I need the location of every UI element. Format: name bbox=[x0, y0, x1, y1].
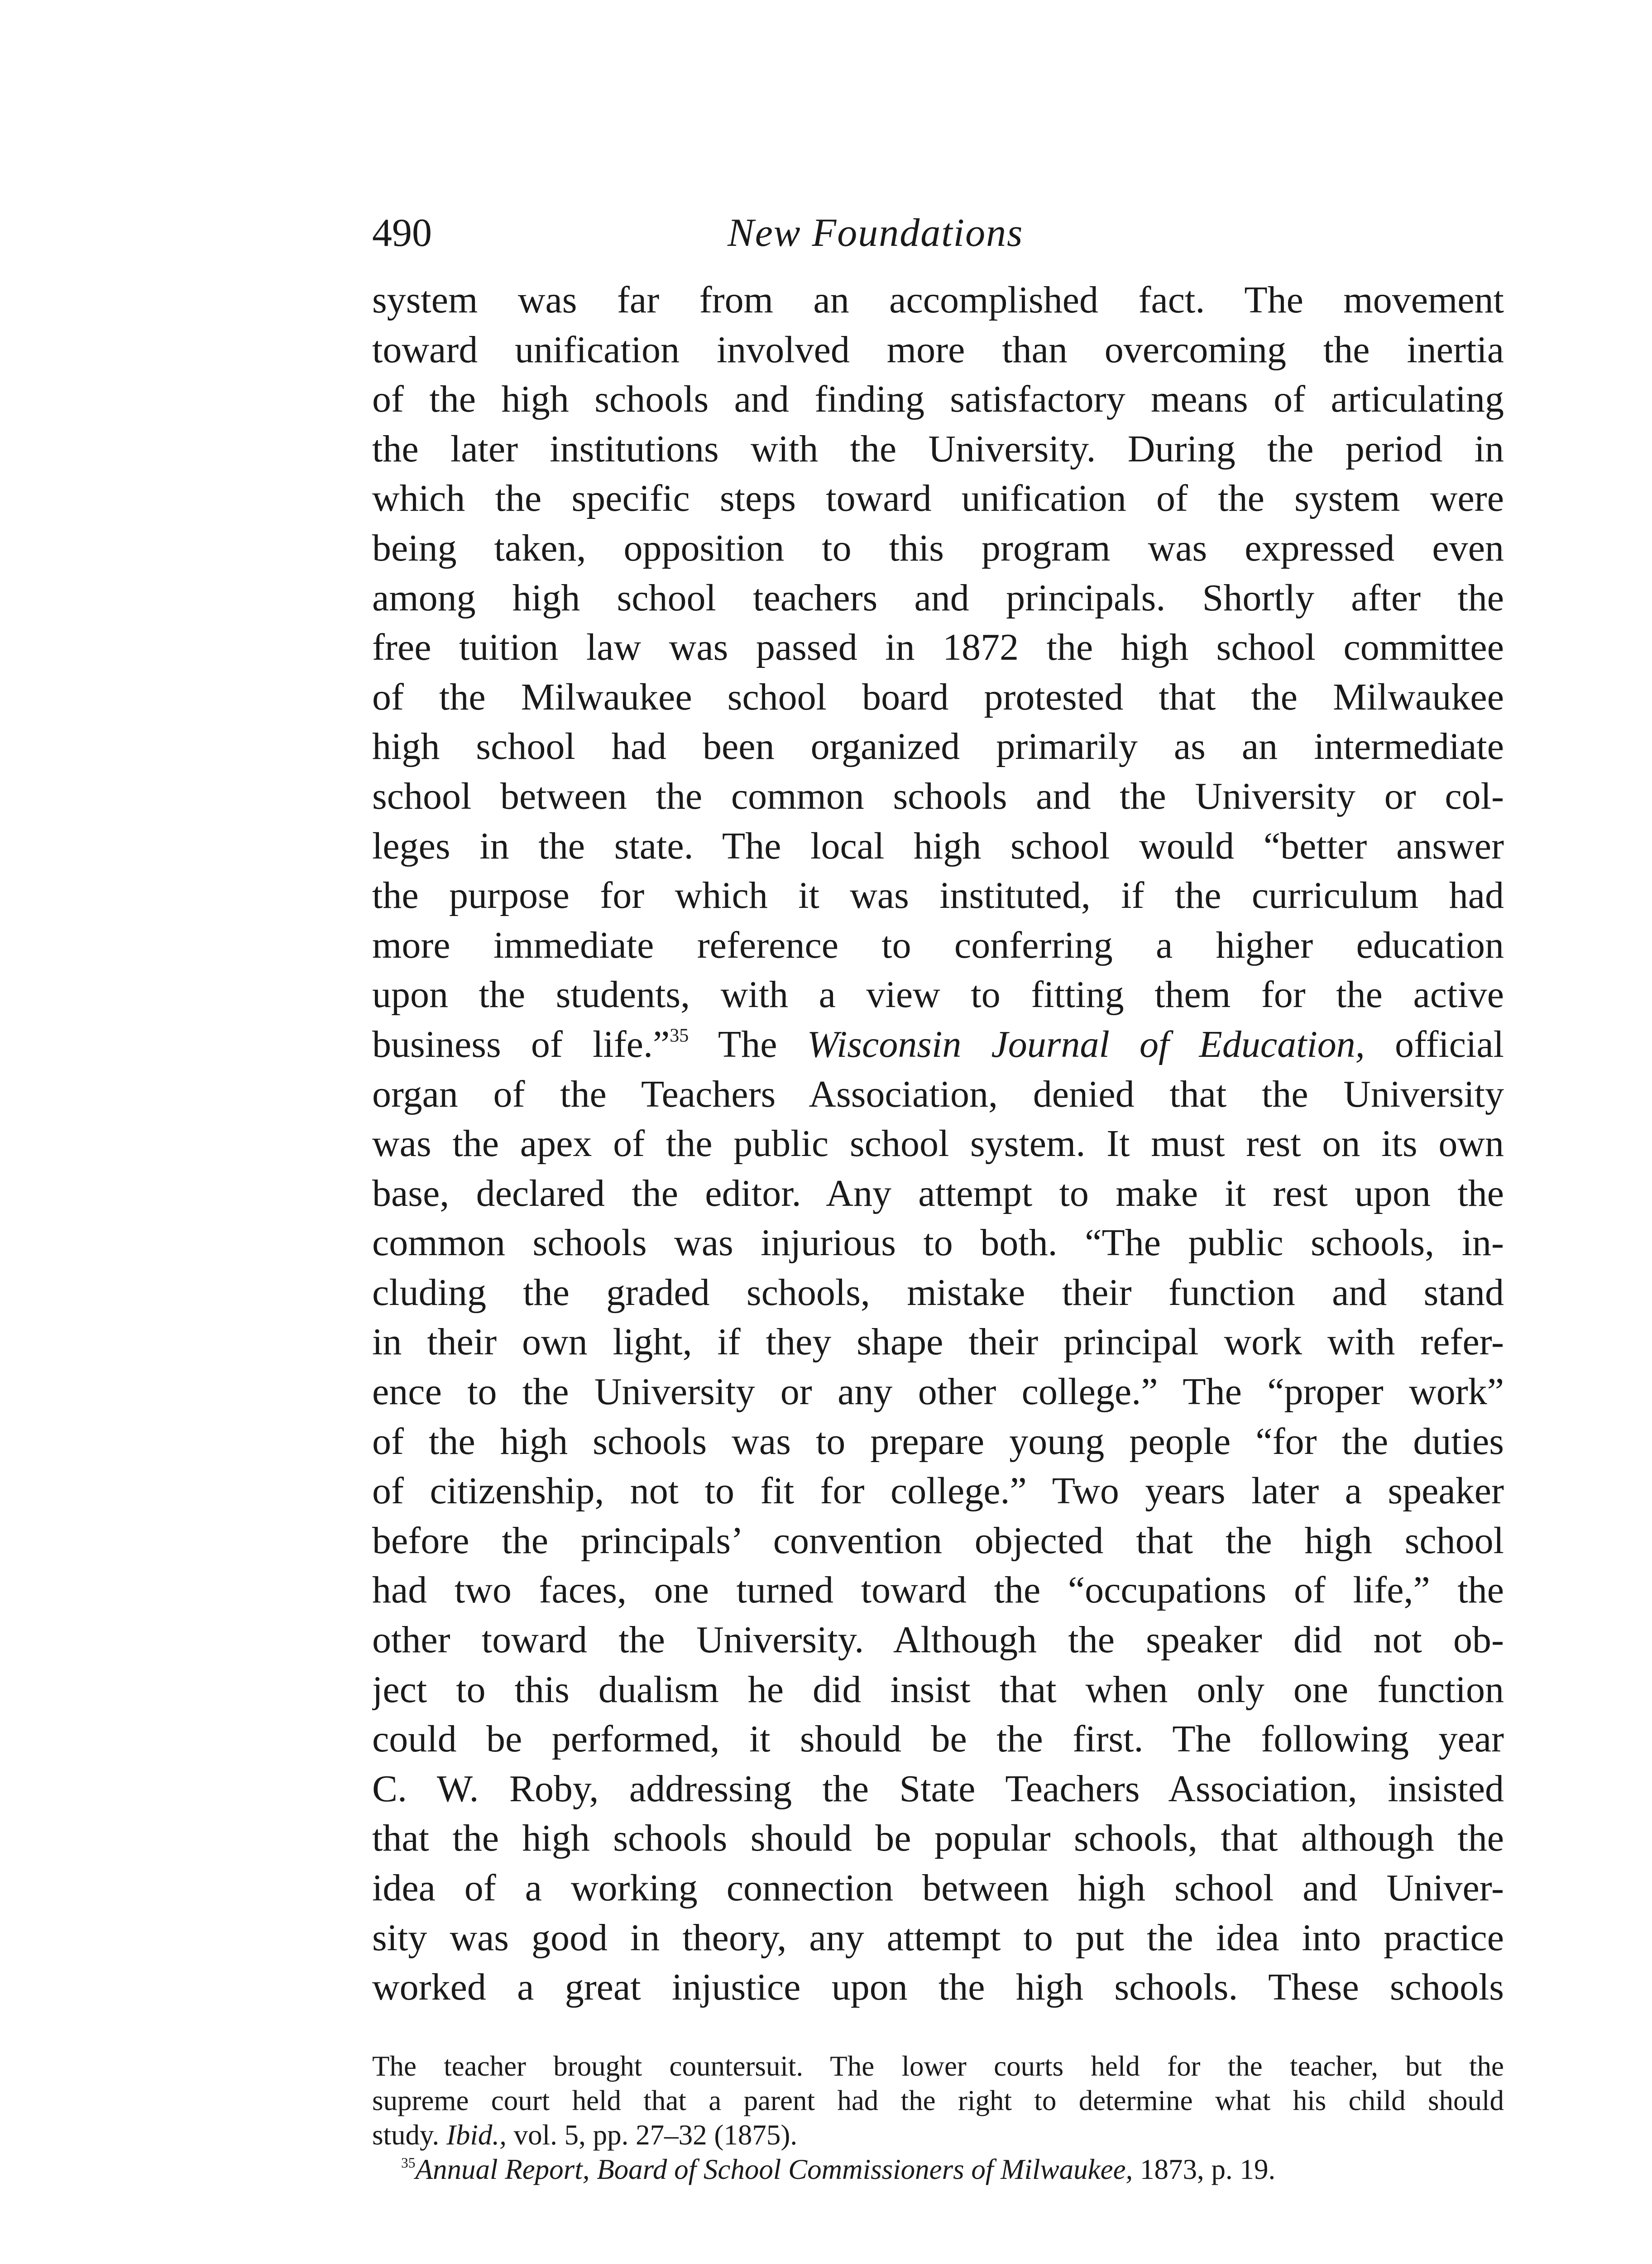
footnotes bbox=[372, 2049, 1504, 2187]
text-line: among high school teachers and principals. Shortly after the bbox=[372, 576, 1504, 619]
text-line: which the specific steps toward unification of the system were bbox=[372, 477, 1504, 520]
text-line: ence to the University or any other college.” The “proper work” bbox=[372, 1371, 1504, 1413]
report-title: Annual Report, Board of School Commissioners of Milwaukee, bbox=[415, 2154, 1133, 2185]
ibid-citation: Ibid., bbox=[446, 2119, 507, 2151]
footnote-line: The teacher brought countersuit. The lower courts held for the teacher, but the bbox=[372, 2050, 1504, 2082]
text-line: that the high schools should be popular schools, that although the bbox=[372, 1817, 1504, 1860]
text-line: sity was good in theory, any attempt to put the idea into practice bbox=[372, 1916, 1504, 1959]
text-line: base, declared the editor. Any attempt to make it rest upon the bbox=[372, 1172, 1504, 1214]
text-line: other toward the University. Although the speaker did not ob- bbox=[372, 1619, 1504, 1661]
text-line: the purpose for which it was instituted, if the curriculum had bbox=[372, 874, 1504, 917]
text-line: business of life.”$^{35}$ The Wisconsin Journal of Education, official bbox=[372, 1023, 1504, 1065]
text-line: C. W. Roby, addressing the State Teachers Association, insisted bbox=[372, 1767, 1504, 1810]
text-line: cluding the graded schools, mistake their function and stand bbox=[372, 1271, 1504, 1314]
running-head: New Foundations bbox=[728, 211, 1024, 255]
text-line: in their own light, if they shape their principal work with refer- bbox=[372, 1321, 1504, 1363]
text-line: common schools was injurious to both. “The public schools, in- bbox=[372, 1222, 1504, 1264]
text-line: of the high schools and finding satisfactory means of articulating bbox=[372, 378, 1504, 421]
text-line: the later institutions with the University. During the period in bbox=[372, 427, 1504, 470]
text-line: of the Milwaukee school board protested that the Milwaukee bbox=[372, 676, 1504, 718]
text-line: worked a great injustice upon the high schools. These schools bbox=[372, 1966, 1504, 2009]
page-number: 490 bbox=[372, 211, 432, 255]
text-line: before the principals’ convention objected that the high school bbox=[372, 1519, 1504, 1562]
text-line: idea of a working connection between high school and Univer- bbox=[372, 1867, 1504, 1909]
journal-title: Wisconsin Journal of Education, bbox=[807, 1023, 1365, 1065]
text-line: leges in the state. The local high school would “better answer bbox=[372, 825, 1504, 867]
text-line: had two faces, one turned toward the “occupations of life,” the bbox=[372, 1569, 1504, 1612]
text-line: high school had been organized primarily as an intermediate bbox=[372, 725, 1504, 768]
text-line: toward unification involved more than overcoming the inertia bbox=[372, 328, 1504, 371]
text-line: upon the students, with a view to fitting them for the active bbox=[372, 974, 1504, 1016]
footnote-35: $^{35}$Annual Report, Board of School Commissioners of Milwaukee, 1873, p. 19. bbox=[401, 2154, 1276, 2185]
text-line: system was far from an accomplished fact. The movement bbox=[372, 279, 1504, 321]
text-line: school between the common schools and the University or col- bbox=[372, 775, 1504, 817]
footnote-ref-35: 35 bbox=[670, 1025, 689, 1046]
text-line: more immediate reference to conferring a higher education bbox=[372, 924, 1504, 966]
text-line: ject to this dualism he did insist that when only one function bbox=[372, 1668, 1504, 1711]
text-line: was the apex of the public school system. It must rest on its own bbox=[372, 1122, 1504, 1165]
text-line: organ of the Teachers Association, denied that the University bbox=[372, 1073, 1504, 1115]
footnote-marker-35: 35 bbox=[401, 2154, 416, 2171]
body-text bbox=[372, 275, 1504, 2012]
text-line: of citizenship, not to fit for college.” Two years later a speaker bbox=[372, 1470, 1504, 1512]
footnote-line: study. Ibid., vol. 5, pp. 27–32 (1875). bbox=[372, 2119, 798, 2151]
footnote-line: supreme court held that a parent had the right to determine what his child should bbox=[372, 2085, 1504, 2116]
text-line: of the high schools was to prepare young people “for the duties bbox=[372, 1420, 1504, 1463]
text-line: could be performed, it should be the first. The following year bbox=[372, 1718, 1504, 1760]
page-header bbox=[372, 199, 1504, 267]
text-line: being taken, opposition to this program was expressed even bbox=[372, 527, 1504, 569]
text-line: free tuition law was passed in 1872 the high school committee bbox=[372, 626, 1504, 669]
